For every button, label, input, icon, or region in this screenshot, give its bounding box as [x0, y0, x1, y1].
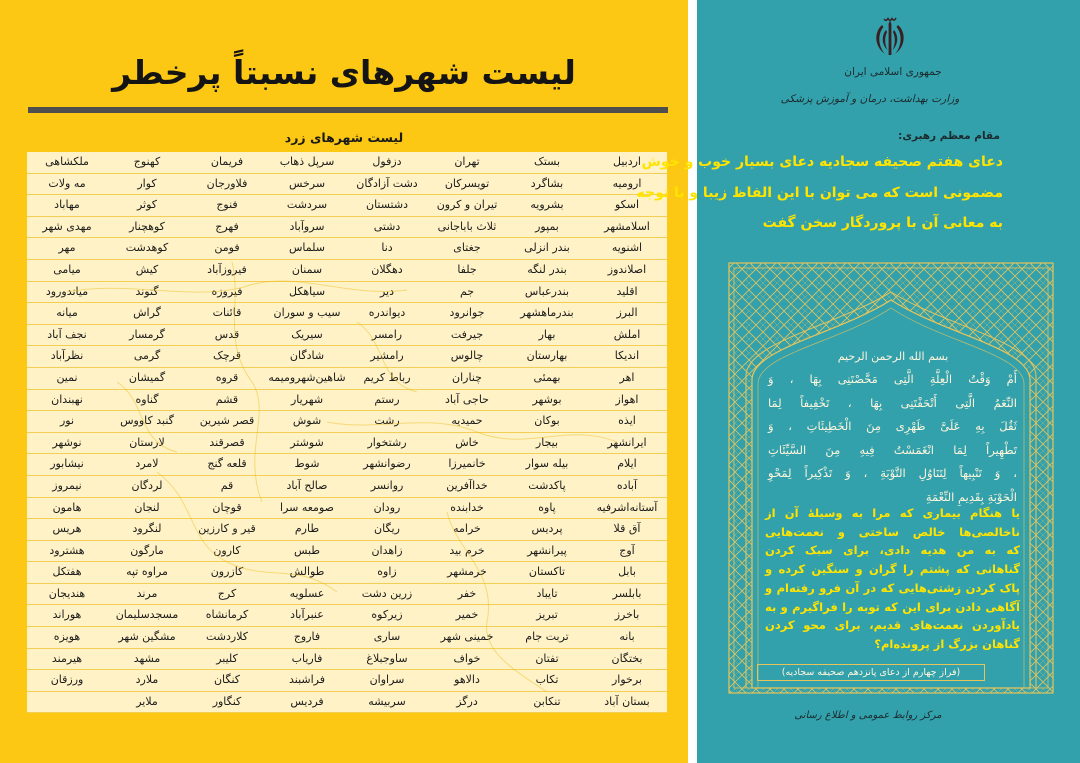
city-cell: مراوه تپه — [126, 565, 168, 579]
table-row — [27, 303, 667, 325]
city-cell: بشرویه — [530, 198, 564, 212]
city-cell: هریس — [52, 522, 82, 536]
city-cell: مرند — [136, 586, 158, 600]
translation-line: گناهانی که پشتم را گران و سنگین کرده و — [765, 562, 1020, 577]
table-row — [27, 584, 667, 606]
city-cell: بختگان — [611, 651, 643, 665]
city-cell: بهار — [538, 327, 556, 341]
city-cell: باخرز — [614, 608, 640, 622]
city-cell: صومعه سرا — [280, 500, 334, 514]
table-row — [27, 670, 667, 692]
city-cell: شوشتر — [290, 435, 324, 449]
city-cell: رستم — [374, 392, 400, 406]
city-cell: اسکو — [614, 198, 640, 212]
city-cell: آق قلا — [613, 522, 641, 536]
city-cell: بیله سوار — [525, 457, 569, 471]
city-cell: مشگین شهر — [118, 630, 176, 644]
table-row — [27, 152, 667, 174]
city-cell: حاجی آباد — [445, 392, 489, 406]
city-cell: میامی — [53, 262, 81, 276]
city-cell: روانسر — [370, 478, 404, 492]
table-row — [27, 325, 667, 347]
city-cell: بستک — [533, 155, 561, 168]
city-cell: نوشهر — [52, 435, 82, 449]
table-row — [27, 195, 667, 217]
city-cell: فردیس — [290, 694, 324, 708]
city-cell: قوچان — [212, 500, 242, 514]
city-cell: قصرقند — [209, 435, 245, 449]
iran-emblem-icon — [872, 15, 908, 57]
city-cell: دشت آزادگان — [356, 176, 418, 190]
city-cell: مه ولات — [48, 176, 86, 190]
city-cell: نظرآباد — [50, 349, 84, 363]
city-cell: دالاهو — [454, 673, 480, 687]
translation-line: یا هنگام بیماری که مرا به وسیلهٔ آن از — [765, 506, 1020, 520]
city-cell: زاهدان — [371, 543, 403, 557]
city-cell: دیواندره — [368, 306, 406, 320]
city-cell: هفتکل — [52, 565, 82, 579]
city-cell: گناوه — [135, 392, 159, 406]
city-cell: آوج — [619, 543, 635, 557]
city-cell: شهریار — [290, 392, 324, 406]
city-cell: سروآباد — [289, 219, 325, 233]
city-cell: املش — [613, 327, 641, 341]
city-cell: تهران — [454, 155, 480, 168]
city-cell: بهمئی — [533, 370, 561, 384]
translation-line: ناخالصی‌ها خالص ساختی و نعمت‌هایی — [765, 524, 1020, 539]
city-cell: جیرفت — [450, 327, 484, 341]
city-cell: بستان آباد — [604, 694, 650, 708]
city-cell: میانه — [56, 306, 78, 320]
city-cell: لنجان — [134, 500, 160, 514]
city-cell: خدابنده — [450, 500, 484, 514]
city-cell: پاوه — [538, 500, 556, 514]
table-row — [27, 174, 667, 196]
city-cell: سیب و سوران — [273, 306, 341, 320]
city-cell: کلیبر — [216, 651, 238, 665]
city-cell: زرین دشت — [361, 586, 413, 600]
table-row — [27, 238, 667, 260]
basmala: بسم الله الرحمن الرحیم — [837, 350, 949, 363]
quote-line: مضمونی است که می توان با این الفاظ زیبا و با توجه — [636, 184, 1003, 201]
city-cell: قم — [220, 478, 234, 492]
city-cell: تکاب — [535, 673, 559, 687]
city-cell: نیشابور — [50, 457, 84, 471]
city-cell: رامسر — [371, 327, 403, 341]
city-cell: جم — [459, 284, 475, 298]
city-cell: جوانرود — [449, 306, 485, 320]
table-row — [27, 476, 667, 498]
city-cell: ارومیه — [612, 176, 642, 190]
arabic-line: ، وَ تَنْبِیهاً لِتَنَاوُلِ التَّوْبَةِ ، وَ تَذْکِیراً لِمَحْوِ — [768, 466, 1017, 480]
city-cell: قرچک — [213, 349, 241, 363]
city-cell: عسلویه — [289, 586, 325, 600]
city-cell: اهواز — [615, 392, 639, 406]
city-cell: فریمان — [210, 155, 244, 168]
city-cell: رضوانشهر — [363, 457, 411, 471]
city-cell: ایرانشهر — [607, 435, 647, 449]
table-row — [27, 605, 667, 627]
table-row — [27, 411, 667, 433]
city-cell: مسجدسلیمان — [115, 608, 179, 622]
city-cell: بوشهر — [532, 392, 562, 406]
arabic-line: الْحَوْبَةِ بِقَدِیمِ النِّعْمَةِ — [925, 489, 1017, 504]
city-cell: تاکستان — [528, 565, 566, 579]
city-cell: کوثر — [136, 198, 158, 212]
table-row — [27, 498, 667, 520]
city-cell: لامرد — [135, 457, 159, 471]
city-cell: رشتخوار — [367, 435, 407, 449]
city-cell: خاش — [455, 435, 479, 449]
city-cell: لارستان — [129, 435, 165, 449]
city-cell: قروه — [215, 370, 239, 384]
city-cell: فیروزآباد — [207, 262, 247, 276]
city-cell: دزفول — [372, 155, 402, 168]
city-cell: بابلسر — [612, 586, 642, 600]
city-cell: فاریاب — [291, 651, 323, 665]
city-cell: اردبیل — [613, 155, 641, 168]
city-cell: نهبندان — [51, 392, 83, 406]
city-cell: سیاهکل — [288, 284, 326, 298]
city-cell: تیران و کرون — [436, 198, 498, 212]
city-cell: قدس — [214, 327, 240, 341]
city-cell: اندیکا — [614, 349, 640, 363]
prayer-translation — [765, 504, 1020, 654]
table-row — [27, 519, 667, 541]
city-cell: تفتان — [535, 651, 559, 665]
city-cell: گرمی — [133, 349, 161, 363]
city-cell: شوش — [292, 414, 322, 428]
city-cell: شوط — [294, 457, 320, 471]
city-cell: کرج — [217, 586, 237, 600]
arabic-line: تَطْهِیراً لِمَا انْغَمَسْتُ فِیهِ مِنَ السَّیِّئَاتِ — [768, 442, 1017, 457]
city-cell: تایباد — [536, 586, 558, 600]
city-cell: هیرمند — [51, 651, 83, 665]
empty-cell — [27, 692, 107, 713]
city-cell: شاهین‌شهرومیمه — [268, 370, 346, 384]
city-cell: سمنان — [291, 262, 323, 276]
city-cell: تنکابن — [533, 694, 561, 708]
city-cell: چناران — [452, 370, 482, 384]
city-cell: شادگان — [289, 349, 325, 363]
city-cell: خرامه — [453, 522, 481, 536]
city-cell: مهدی شهر — [42, 219, 92, 233]
city-cell: ریگان — [374, 522, 400, 536]
city-cell: ایذه — [618, 414, 636, 428]
city-cell: تربت جام — [525, 630, 569, 644]
table-caption: لیست شهرهای زرد — [284, 130, 404, 145]
city-cell: ساری — [373, 630, 401, 644]
city-cell: گرمسار — [129, 327, 165, 341]
city-cell: اهر — [619, 370, 635, 384]
translation-line: پاک کردن زشتی‌هایی که در آن فرو رفته‌ام و — [765, 580, 1020, 595]
city-cell: کیش — [135, 262, 159, 276]
city-cell: طبس — [293, 543, 321, 557]
quote-line: دعای هفتم صحیفه سجادیه دعای بسیار خوب و خوش — [641, 154, 1003, 170]
city-cell: خداآفرین — [446, 478, 488, 492]
city-cell: تبریز — [536, 608, 558, 622]
city-cell: پردیس — [531, 522, 563, 536]
city-cell: نیمروز — [52, 478, 82, 492]
city-cell: بهارستان — [526, 349, 568, 363]
city-cell: بندرماهشهر — [520, 306, 574, 320]
city-cell: حمیدیه — [451, 414, 483, 428]
city-cell: کهنوج — [133, 155, 161, 168]
city-cell: پاکدشت — [528, 478, 566, 492]
city-cell: کنگان — [213, 673, 241, 687]
city-cell: ورزقان — [50, 673, 84, 687]
quote-text — [636, 147, 1003, 239]
city-cell: کلاردشت — [205, 630, 249, 644]
city-cell: زاوه — [377, 565, 397, 579]
table-row — [27, 649, 667, 671]
city-cell: فیروزه — [211, 284, 243, 298]
city-cell: کوهچنار — [129, 219, 165, 233]
city-cell: اصلاندوز — [607, 262, 647, 276]
city-cell: بندر انزلی — [524, 241, 570, 255]
poster-title: لیست شهرهای نسبتاً پرخطر — [112, 53, 576, 92]
city-cell: زیرکوه — [371, 608, 403, 622]
city-cell: قیر و کارزین — [198, 522, 256, 536]
city-cell: نجف آباد — [47, 327, 87, 341]
publisher-footer: مرکز روابط عمومی و اطلاع رسانی — [794, 710, 942, 721]
city-cell: فومن — [214, 241, 240, 255]
city-cell: رامشیر — [370, 349, 404, 363]
city-cell: لنگرود — [132, 522, 162, 536]
table-row — [27, 217, 667, 239]
city-cell: بانه — [619, 630, 635, 644]
city-cell: هندیجان — [48, 586, 86, 600]
city-cell: اقلید — [616, 284, 638, 298]
city-cell: کوهدشت — [125, 241, 169, 255]
city-cell: دیر — [379, 284, 395, 298]
yellow-cities-table — [27, 152, 667, 713]
city-cell: تویسرکان — [444, 176, 490, 190]
city-cell: هوراند — [52, 608, 82, 622]
city-cell: فهرج — [215, 219, 239, 233]
city-cell: بمپور — [535, 219, 559, 233]
city-cell: فنوج — [216, 198, 238, 212]
city-cell: طارم — [294, 522, 320, 536]
title-divider — [28, 107, 668, 113]
city-cell: ملارد — [135, 673, 159, 687]
city-cell: نور — [59, 414, 75, 428]
city-cell: هشترود — [49, 543, 85, 557]
city-cell: فاروج — [293, 630, 321, 644]
city-cell: بندرعباس — [524, 284, 570, 298]
city-cell: رباط کریم — [363, 370, 411, 384]
table-row — [27, 282, 667, 304]
table-row — [27, 260, 667, 282]
city-cell: طوالش — [289, 565, 325, 579]
city-cell: دهگلان — [371, 262, 403, 276]
city-cell: خمیر — [455, 608, 479, 622]
city-cell: میاندورود — [45, 284, 89, 298]
city-cell: کرمانشاه — [205, 608, 249, 622]
city-cell: صالح آباد — [286, 478, 328, 492]
table-row — [27, 368, 667, 390]
city-cell: عنبرآباد — [290, 608, 324, 622]
translation-line: که به من هدیه دادی، برای سبک کردن — [765, 543, 1020, 558]
city-cell: کوار — [137, 176, 157, 190]
city-cell: قائنات — [212, 306, 242, 320]
city-cell: مارگون — [130, 543, 164, 557]
city-cell: رودان — [373, 500, 401, 514]
city-cell: سرپل ذهاب — [279, 155, 335, 168]
city-cell: خانمیرزا — [448, 457, 486, 471]
city-cell: سربیشه — [368, 694, 406, 708]
city-cell: چالوس — [450, 349, 484, 363]
city-cell: کارون — [213, 543, 241, 557]
translation-line: یادآوردن نعمت‌های قدیم، برای محو کردن — [765, 618, 1020, 633]
city-cell: فلاورجان — [206, 176, 248, 190]
table-row — [27, 541, 667, 563]
city-cell: هویزه — [53, 630, 81, 644]
city-cell: جلفا — [457, 262, 477, 276]
city-cell: بشاگرد — [530, 176, 564, 190]
city-cell: دنا — [381, 241, 393, 255]
city-cell: سراوان — [369, 673, 405, 687]
city-cell: مهر — [58, 241, 76, 255]
city-cell: خمینی شهر — [440, 630, 494, 644]
city-cell: ملایر — [136, 694, 158, 708]
table-row — [27, 433, 667, 455]
city-cell: لردگان — [131, 478, 163, 492]
arabic-line: النِّعَمُ الَّتِی أَتْحَفْتَنِی بِهَا ، تَخْفِیفاً لِمَا — [768, 395, 1017, 410]
table-row — [27, 454, 667, 476]
city-cell: هامون — [52, 500, 82, 514]
table-row — [27, 562, 667, 584]
city-cell: ایلام — [617, 457, 637, 471]
city-cell: بیجار — [535, 435, 559, 449]
city-cell: رشت — [374, 414, 400, 428]
quote-line: به معانی آن با پروردگار سخن گفت — [762, 215, 1003, 231]
city-cell: سلماس — [289, 241, 325, 255]
city-cell: گتوند — [135, 284, 159, 298]
city-cell: آباده — [616, 478, 638, 492]
ministry-name: وزارت بهداشت، درمان و آموزش پزشکی — [780, 93, 960, 105]
city-cell: خفر — [457, 586, 477, 600]
table-row — [27, 692, 667, 714]
prayer-arabic — [768, 368, 1017, 509]
city-cell: گمیشان — [128, 370, 166, 384]
city-cell: اسلامشهر — [604, 219, 650, 233]
quote-speaker: مقام معظم رهبری: — [898, 130, 1000, 142]
table-row — [27, 390, 667, 412]
city-cell: مشهد — [133, 651, 161, 665]
city-cell: گنبد کاووس — [120, 414, 174, 428]
table-row — [27, 627, 667, 649]
arabic-line: أَمْ وَقْتُ الْعِلَّةِ الَّتِی مَحَّصْتَنِی بِهَا ، وَ — [768, 372, 1017, 386]
city-cell: نمین — [56, 370, 78, 384]
city-cell: درگز — [456, 694, 478, 708]
city-cell: کنگاور — [212, 694, 242, 708]
city-cell: کازرون — [210, 565, 244, 579]
country-name: جمهوری اسلامی ایران — [844, 66, 942, 78]
city-cell: سیریک — [291, 327, 323, 341]
ministry-panel — [636, 0, 1080, 763]
table-row — [27, 346, 667, 368]
city-cell: مهاباد — [54, 198, 80, 212]
city-cell: آستانه‌اشرفیه — [596, 500, 658, 514]
city-cell: قلعه گنج — [207, 457, 247, 471]
city-cell: بندر لنگه — [527, 262, 567, 276]
city-cell: سردشت — [286, 198, 328, 212]
city-cell: فراشبند — [288, 673, 325, 687]
city-cell: ملکشاهی — [45, 155, 89, 168]
city-cell: جغتای — [453, 241, 481, 255]
city-cell: بوکان — [534, 414, 560, 428]
city-cell: اشنویه — [611, 241, 643, 255]
city-cell: گراش — [133, 306, 161, 320]
city-cell: خواف — [453, 651, 481, 665]
city-cell: قشم — [215, 392, 239, 406]
city-cell: پیرانشهر — [527, 543, 567, 557]
city-cell: البرز — [616, 306, 638, 320]
arabic-line: ثَقُلَ بِهِ عَلَیَّ ظَهْرِی مِنَ الْخَطِیئَاتِ ، وَ — [768, 419, 1017, 433]
city-cell: برخوار — [612, 673, 642, 687]
city-cell: قصر شیرین — [199, 414, 255, 428]
city-cell: خرمشهر — [447, 565, 487, 579]
city-cell: بابل — [618, 565, 636, 579]
prayer-source: (فراز چهارم از دعای پانزدهم صحیفه سجادیه) — [757, 664, 985, 681]
city-cell: ثلاث باباجانی — [437, 219, 497, 233]
city-cell: دشتستان — [366, 198, 408, 212]
translation-line: آگاهی دادن برای این که توبه را فراگیرم و به — [765, 599, 1020, 614]
translation-line: گناهان بزرگ از پرونده‌ام؟ — [874, 636, 1020, 651]
city-cell: خرم بید — [449, 543, 485, 557]
city-cell: دشتی — [373, 219, 401, 233]
city-cell: ساوجبلاغ — [366, 651, 408, 665]
city-cell: سرخس — [288, 176, 326, 190]
